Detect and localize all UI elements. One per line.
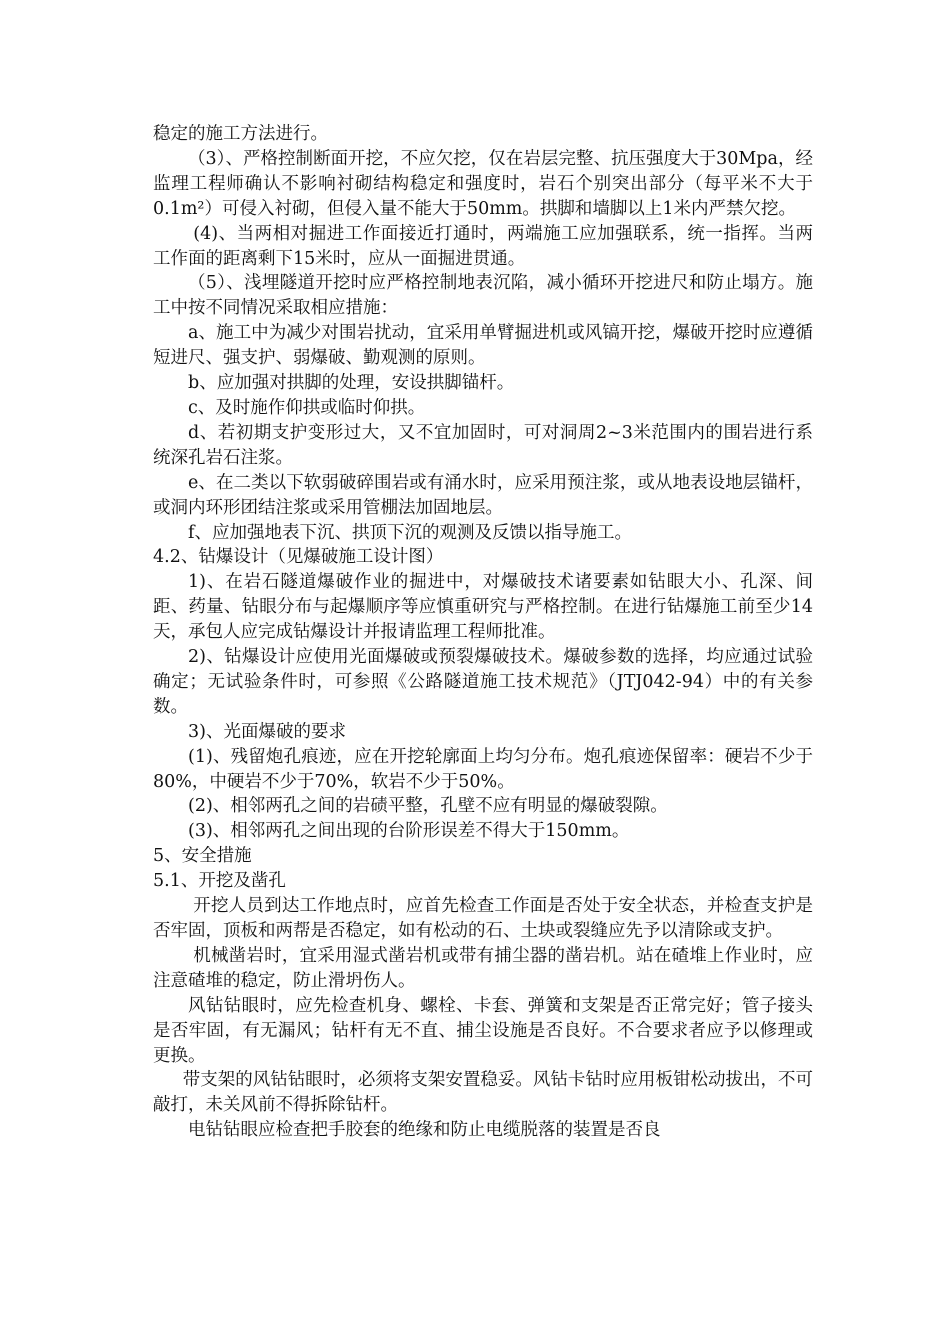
paragraph: 开挖人员到达工作地点时，应首先检查工作面是否处于安全状态，并检查支护是否牢固，顶板和两帮是否稳定，如有松动的石、土块或裂缝应先予以清除或支护。: [153, 896, 813, 941]
section-heading: 4.2、钻爆设计（见爆破施工设计图）: [153, 547, 444, 568]
paragraph: (4)、当两相对掘进工作面接近打通时，两端施工应加强联系，统一指挥。当两工作面的距离剩下15米时，应从一面掘进贯通。: [153, 223, 813, 269]
paragraph: 2)、钻爆设计应使用光面爆破或预裂爆破技术。爆破参数的选择，均应通过试验确定；无试验条件时，可参照《公路隧道施工技术规范》（JTJ042-94）中的有关参数。: [153, 647, 813, 717]
section-heading: 5.1、开挖及凿孔: [153, 871, 286, 892]
paragraph: 风钻钻眼时，应先检查机身、螺栓、卡套、弹簧和支架是否正常完好；管子接头是否牢固，有无漏风；钻杆有无不直、捕尘设施是否良好。不合要求者应予以修理或更换。: [153, 995, 813, 1066]
paragraph: （5）、浅埋隧道开挖时应严格控制地表沉陷，减小循环开挖进尺和防止塌方。施工中按不同情况采取相应措施：: [153, 273, 813, 319]
paragraph: 机械凿岩时，宜采用湿式凿岩机或带有捕尘器的凿岩机。站在碴堆上作业时，应注意碴堆的稳定，防止滑坍伤人。: [153, 945, 813, 991]
paragraph: a、施工中为减少对围岩扰动，宜采用单臂掘进机或风镐开挖，爆破开挖时应遵循短进尺、强支护、弱爆破、勤观测的原则。: [153, 323, 813, 369]
paragraph: (1)、残留炮孔痕迹，应在开挖轮廓面上均匀分布。炮孔痕迹保留率：硬岩不少于80%，中硬岩不少于70%，软岩不少于50%。: [153, 746, 813, 792]
paragraph: 稳定的施工方法进行。: [153, 124, 328, 144]
paragraph: f、应加强地表下沉、拱顶下沉的观测及反馈以指导施工。: [188, 522, 632, 543]
paragraph: b、应加强对拱脚的处理，安设拱脚锚杆。: [188, 373, 515, 394]
paragraph: e、在二类以下软弱破碎围岩或有涌水时，应采用预注浆，或从地表设地层锚杆，或洞内环形团结注浆或采用管棚法加固地层。: [153, 472, 813, 518]
paragraph: 带支架的风钻钻眼时，必须将支架安置稳妥。风钻卡钻时应用板钳松动拔出，不可敲打，未关风前不得拆除钻杆。: [153, 1070, 813, 1116]
document-body: [153, 122, 813, 1143]
paragraph: c、及时施作仰拱或临时仰拱。: [188, 397, 426, 418]
paragraph: (2)、相邻两孔之间的岩碛平整，孔壁不应有明显的爆破裂隙。: [188, 796, 668, 817]
paragraph: 1)、在岩石隧道爆破作业的掘进中，对爆破技术诸要素如钻眼大小、孔深、间距、药量、钻眼分布与起爆顺序等应慎重研究与严格控制。在进行钻爆施工前至少14天，承包人应完成钻爆设计并报请监理工程师批准。: [153, 572, 813, 643]
paragraph: (3)、相邻两孔之间出现的台阶形误差不得大于150mm。: [188, 821, 630, 842]
paragraph: 3)、光面爆破的要求: [188, 721, 346, 742]
paragraph: d、若初期支护变形过大，又不宜加固时，可对洞周2~3米范围内的围岩进行系统深孔岩石注浆。: [153, 422, 813, 468]
paragraph: 电钻钻眼应检查把手胶套的绝缘和防止电缆脱落的装置是否良: [188, 1120, 661, 1141]
section-heading: 5、安全措施: [153, 846, 252, 867]
paragraph: （3）、严格控制断面开挖，不应欠挖，仅在岩层完整、抗压强度大于30Mpa，经监理工程师确认不影响衬砌结构稳定和强度时，岩石个别突出部分（每平米不大于0.1m²）可侵入衬砌，但侵入量不能大于50mm。拱脚和墙脚以上1米内严禁欠挖。: [153, 148, 813, 219]
